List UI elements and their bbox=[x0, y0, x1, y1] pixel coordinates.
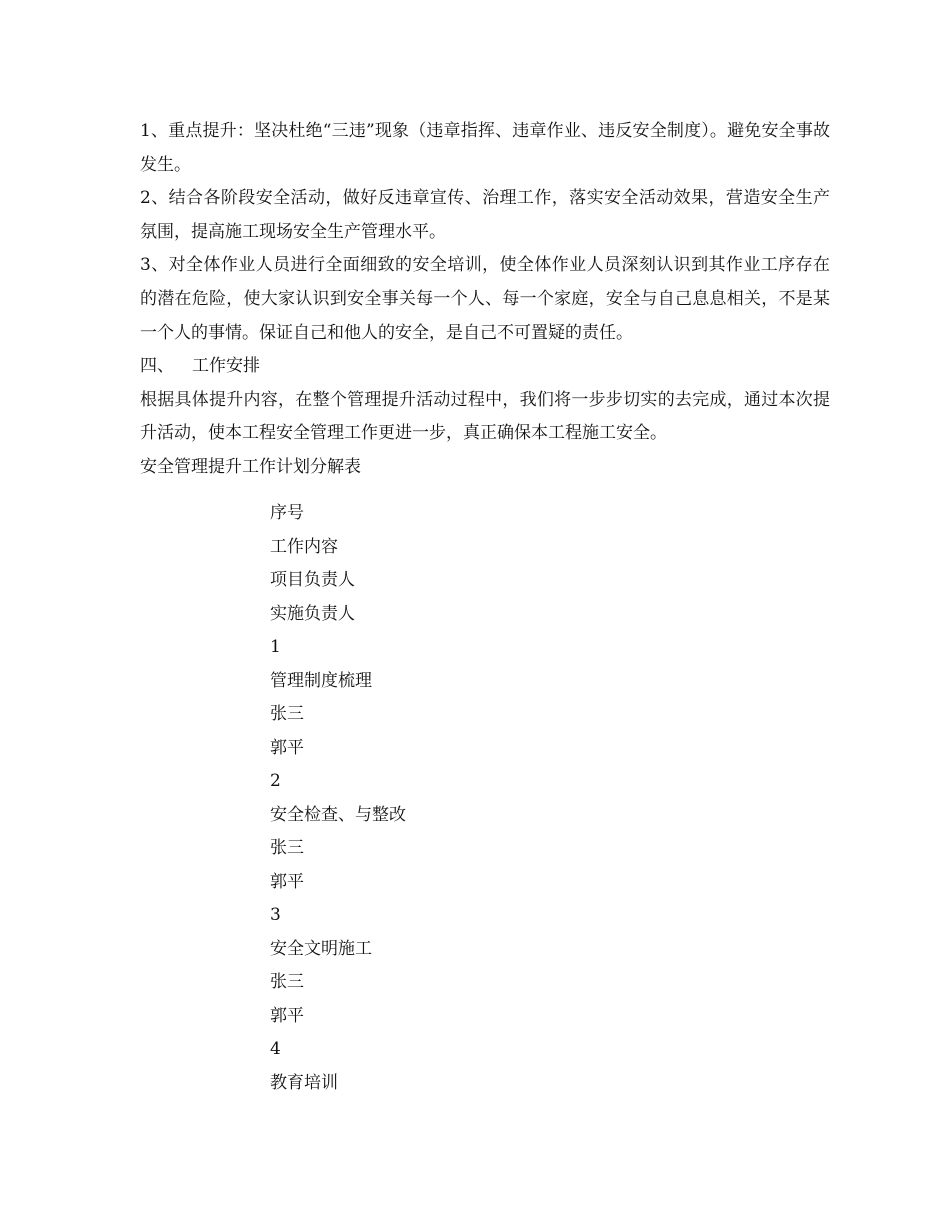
section-heading bbox=[140, 350, 830, 384]
table-header-project-lead: 项目负责人 bbox=[270, 570, 355, 590]
table-header-content: 工作内容 bbox=[270, 536, 338, 557]
section-title: 工作安排 bbox=[192, 356, 260, 377]
paragraph-2: 2、结合各阶段安全活动，做好反违章宣传、治理工作，落实安全活动效果，营造安全生产氛围，提高施工现场安全生产管理水平。 bbox=[140, 188, 830, 242]
table-cell-content: 安全文明施工 bbox=[270, 938, 372, 959]
section-paragraph: 根据具体提升内容，在整个管理提升活动过程中，我们将一步步切实的去完成，通过本次提升活动，使本工程安全管理工作更进一步，真正确保本工程施工安全。 bbox=[140, 389, 830, 444]
plan-table bbox=[270, 497, 670, 1100]
table-cell-index: 2 bbox=[270, 771, 281, 791]
table-cell-content: 教育培训 bbox=[270, 1072, 338, 1093]
table-cell-content: 安全检查、与整改 bbox=[270, 804, 406, 825]
section-number: 四、 bbox=[140, 356, 174, 377]
paragraph-1: 1、重点提升：坚决杜绝“三违”现象（违章指挥、违章作业、违反安全制度）。避免安全事故发生。 bbox=[140, 121, 830, 175]
table-cell-index: 1 bbox=[270, 637, 281, 657]
table-header-index: 序号 bbox=[270, 503, 304, 523]
table-cell-implementation-lead: 郭平 bbox=[270, 871, 304, 892]
table-cell-index: 4 bbox=[270, 1039, 281, 1059]
table-cell-implementation-lead: 郭平 bbox=[270, 1005, 304, 1026]
table-cell-project-lead: 张三 bbox=[270, 704, 304, 724]
table-cell-project-lead: 张三 bbox=[270, 838, 304, 858]
table-title: 安全管理提升工作计划分解表 bbox=[140, 456, 361, 477]
document-body bbox=[140, 115, 830, 485]
paragraph-3: 3、对全体作业人员进行全面细致的安全培训，使全体作业人员深刻认识到其作业工序存在的潜在危险，使大家认识到安全事关每一个人、每一个家庭，安全与自己息息相关，不是某一个人的事情。保证自己和他人的安全，是自己不可置疑的责任。 bbox=[140, 255, 830, 343]
table-cell-content: 管理制度梳理 bbox=[270, 670, 372, 691]
table-cell-index: 3 bbox=[270, 905, 281, 925]
table-cell-project-lead: 张三 bbox=[270, 972, 304, 992]
table-cell-implementation-lead: 郭平 bbox=[270, 737, 304, 758]
table-header-implementation-lead: 实施负责人 bbox=[270, 603, 355, 624]
